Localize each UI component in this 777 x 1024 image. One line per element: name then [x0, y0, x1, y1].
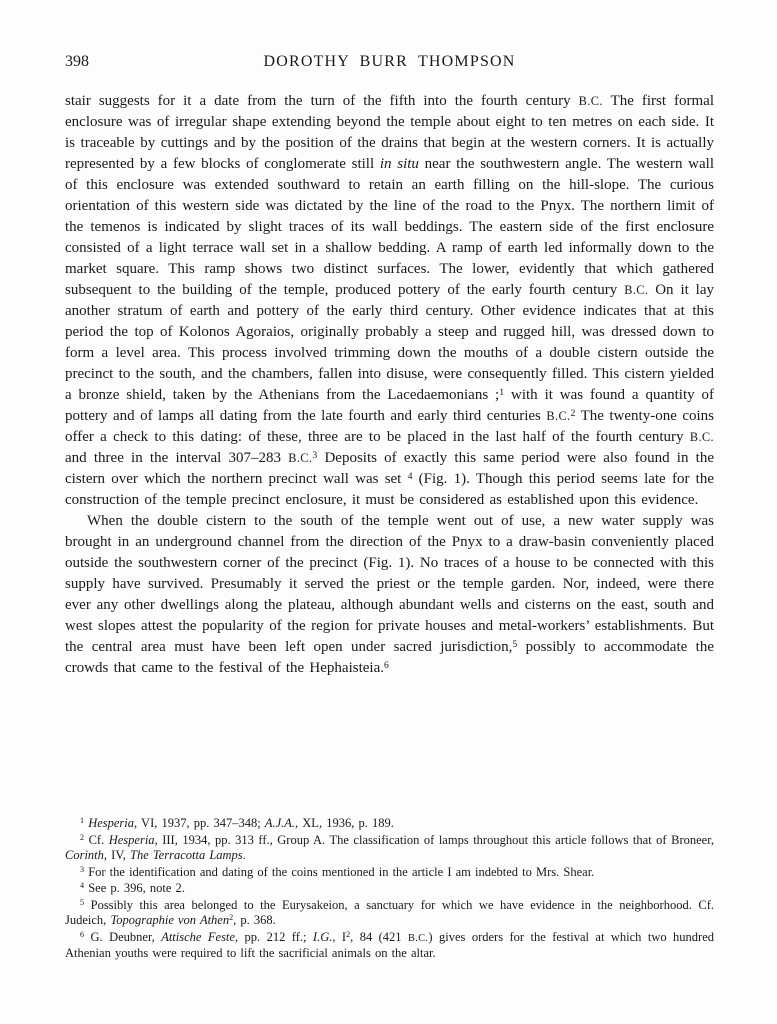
footnote: $^3$ For the identification and dating of the coins mentioned in the article I am indebted to Mrs. Shear. — [80, 864, 595, 879]
footnote-ref: 2 — [80, 832, 85, 842]
footnote: $^5$ Possibly this area belonged to the Eurysakeion, a sanctuary for which we have evidence in the neighborhood. Cf. Judeich, Topographie von Athen$^2$, p. 368. — [65, 897, 714, 927]
footnotes-section — [65, 816, 714, 963]
running-head: DOROTHY BURR THOMPSON — [263, 53, 516, 70]
smallcaps-text: B.C. — [408, 932, 429, 944]
footnote: $^1$ Hesperia, VI, 1937, pp. 347–348; A.J.A., XL, 1936, p. 189. — [80, 816, 394, 830]
footnote-ref: 2 — [229, 913, 234, 923]
footnote-ref: 4 — [407, 470, 413, 482]
footnote: $^2$ Cf. Hesperia, III, 1934, pp. 313 ff., Group A. The classification of lamps throughout this article follows that of Broneer, Corinth, IV, The Terracotta Lamps. — [65, 832, 715, 862]
footnote-ref: 3 — [312, 449, 318, 461]
footnote-ref: 1 — [499, 386, 505, 398]
footnote: $^4$ See p. 396, note 2. — [80, 881, 185, 895]
footnote: $^6$ G. Deubner, Attische Feste, pp. 212 ff.; I.G., $I^2$, 84 (421 B.C.) gives orders for the festival at which two hundred Athenian youths were required to lift the sacrificial animals on the altar. — [65, 929, 715, 960]
smallcaps-text: B.C. — [546, 409, 571, 423]
italic-text: Hesperia — [108, 832, 155, 847]
body-paragraph: When the double cistern to the south of the temple went out of use, a new water supply was brought in an underground channel from the direction of the Pnyx to a draw-basin conveniently placed outside the southwestern corner of the precinct (Fig. 1). No traces of a house to be connected with this supply have survived. Presumably it served the priest or the temple garden. Nor, indeed, were there ever any other dwellings along the plateau, although abundant wells and cisterns on the east, south and west slopes attest the popularity of the region for private houses and metal-workers’ establishments. But the central area must have been left open under sacred jurisdiction,$^5$ possibly to accommodate the crowds that came to the festival of the Hephaisteia.$^6$ — [65, 513, 714, 676]
italic-text: in situ — [379, 156, 419, 172]
footnote-ref: 2 — [346, 929, 351, 939]
footnote-ref: 4 — [80, 881, 85, 891]
italic-text: Hesperia — [88, 816, 135, 830]
smallcaps-text: B.C. — [689, 430, 714, 444]
italic-text: A.J.A. — [264, 816, 296, 830]
footnote-ref: 5 — [512, 638, 518, 650]
page-number: 398 — [65, 53, 89, 70]
italic-text: Topographie von Athen — [110, 913, 230, 927]
footnote-ref: 1 — [80, 816, 85, 826]
smallcaps-text: B.C. — [288, 451, 313, 465]
article-body — [65, 91, 714, 679]
body-paragraph: stair suggests for it a date from the turn of the fifth into the fourth century B.C. The first formal enclosure was of irregular shape extending beyond the temple about eight to ten metres on each side. It is traceable by cuttings and by the position of the drains that begin at the western corners. It is actually represented by a few blocks of conglomerate still in situ near the southwestern angle. The western wall of this enclosure was extended southward to retain an earth filling on the hill-slope. The curious orientation of this western side was dictated by the line of the road to the Pnyx. The northern limit of the temenos is indicated by slight traces of its wall beddings. The eastern side of the first enclosure consisted of a light terrace wall set in a shallow bedding. A ramp of earth led informally down to the market square. This ramp shows two distinct surfaces. The lower, evidently that which gathered subsequent to the building of the temple, produced pottery of the early fourth century B.C. On it lay another stratum of earth and pottery of the early third century. Other evidence indicates that at this period the top of Kolonos Agoraios, originally probably a steep and rugged hill, was dressed down to form a level area. This process involved trimming down the mouths of a double cistern outside the precinct to the south, and the chambers, fallen into disuse, were consequently filled. This cistern yielded a bronze shield, taken by the Athenians from the Lacedaemonians ;$^1$ with it was found a quantity of pottery and of lamps all dating from the late fourth and early third centuries B.C.$^2$ The twenty-one coins offer a check to this dating: of these, three are to be placed in the last half of the fourth century B.C. and three in the interval 307–283 B.C.$^3$ Deposits of exactly this same period were also found in the cistern over which the northern precinct wall was set $^4$ (Fig. 1). Though this period seems late for the construction of the temple precinct enclosure, it must be considered as established upon this evidence. — [65, 93, 715, 508]
footnote-ref: 5 — [80, 897, 85, 907]
italic-text: I.G. — [312, 929, 333, 944]
smallcaps-text: B.C. — [578, 94, 603, 108]
footnote-ref: 3 — [80, 864, 85, 874]
italic-text: Attische Feste — [161, 929, 235, 944]
italic-text: The Terracotta Lamps — [130, 848, 243, 862]
italic-text: Corinth — [65, 848, 104, 862]
footnote-ref: 2 — [570, 407, 576, 419]
smallcaps-text: B.C. — [624, 283, 649, 297]
footnote-ref: 6 — [80, 929, 85, 939]
footnote-ref: 6 — [383, 659, 389, 671]
page-header — [65, 53, 714, 75]
